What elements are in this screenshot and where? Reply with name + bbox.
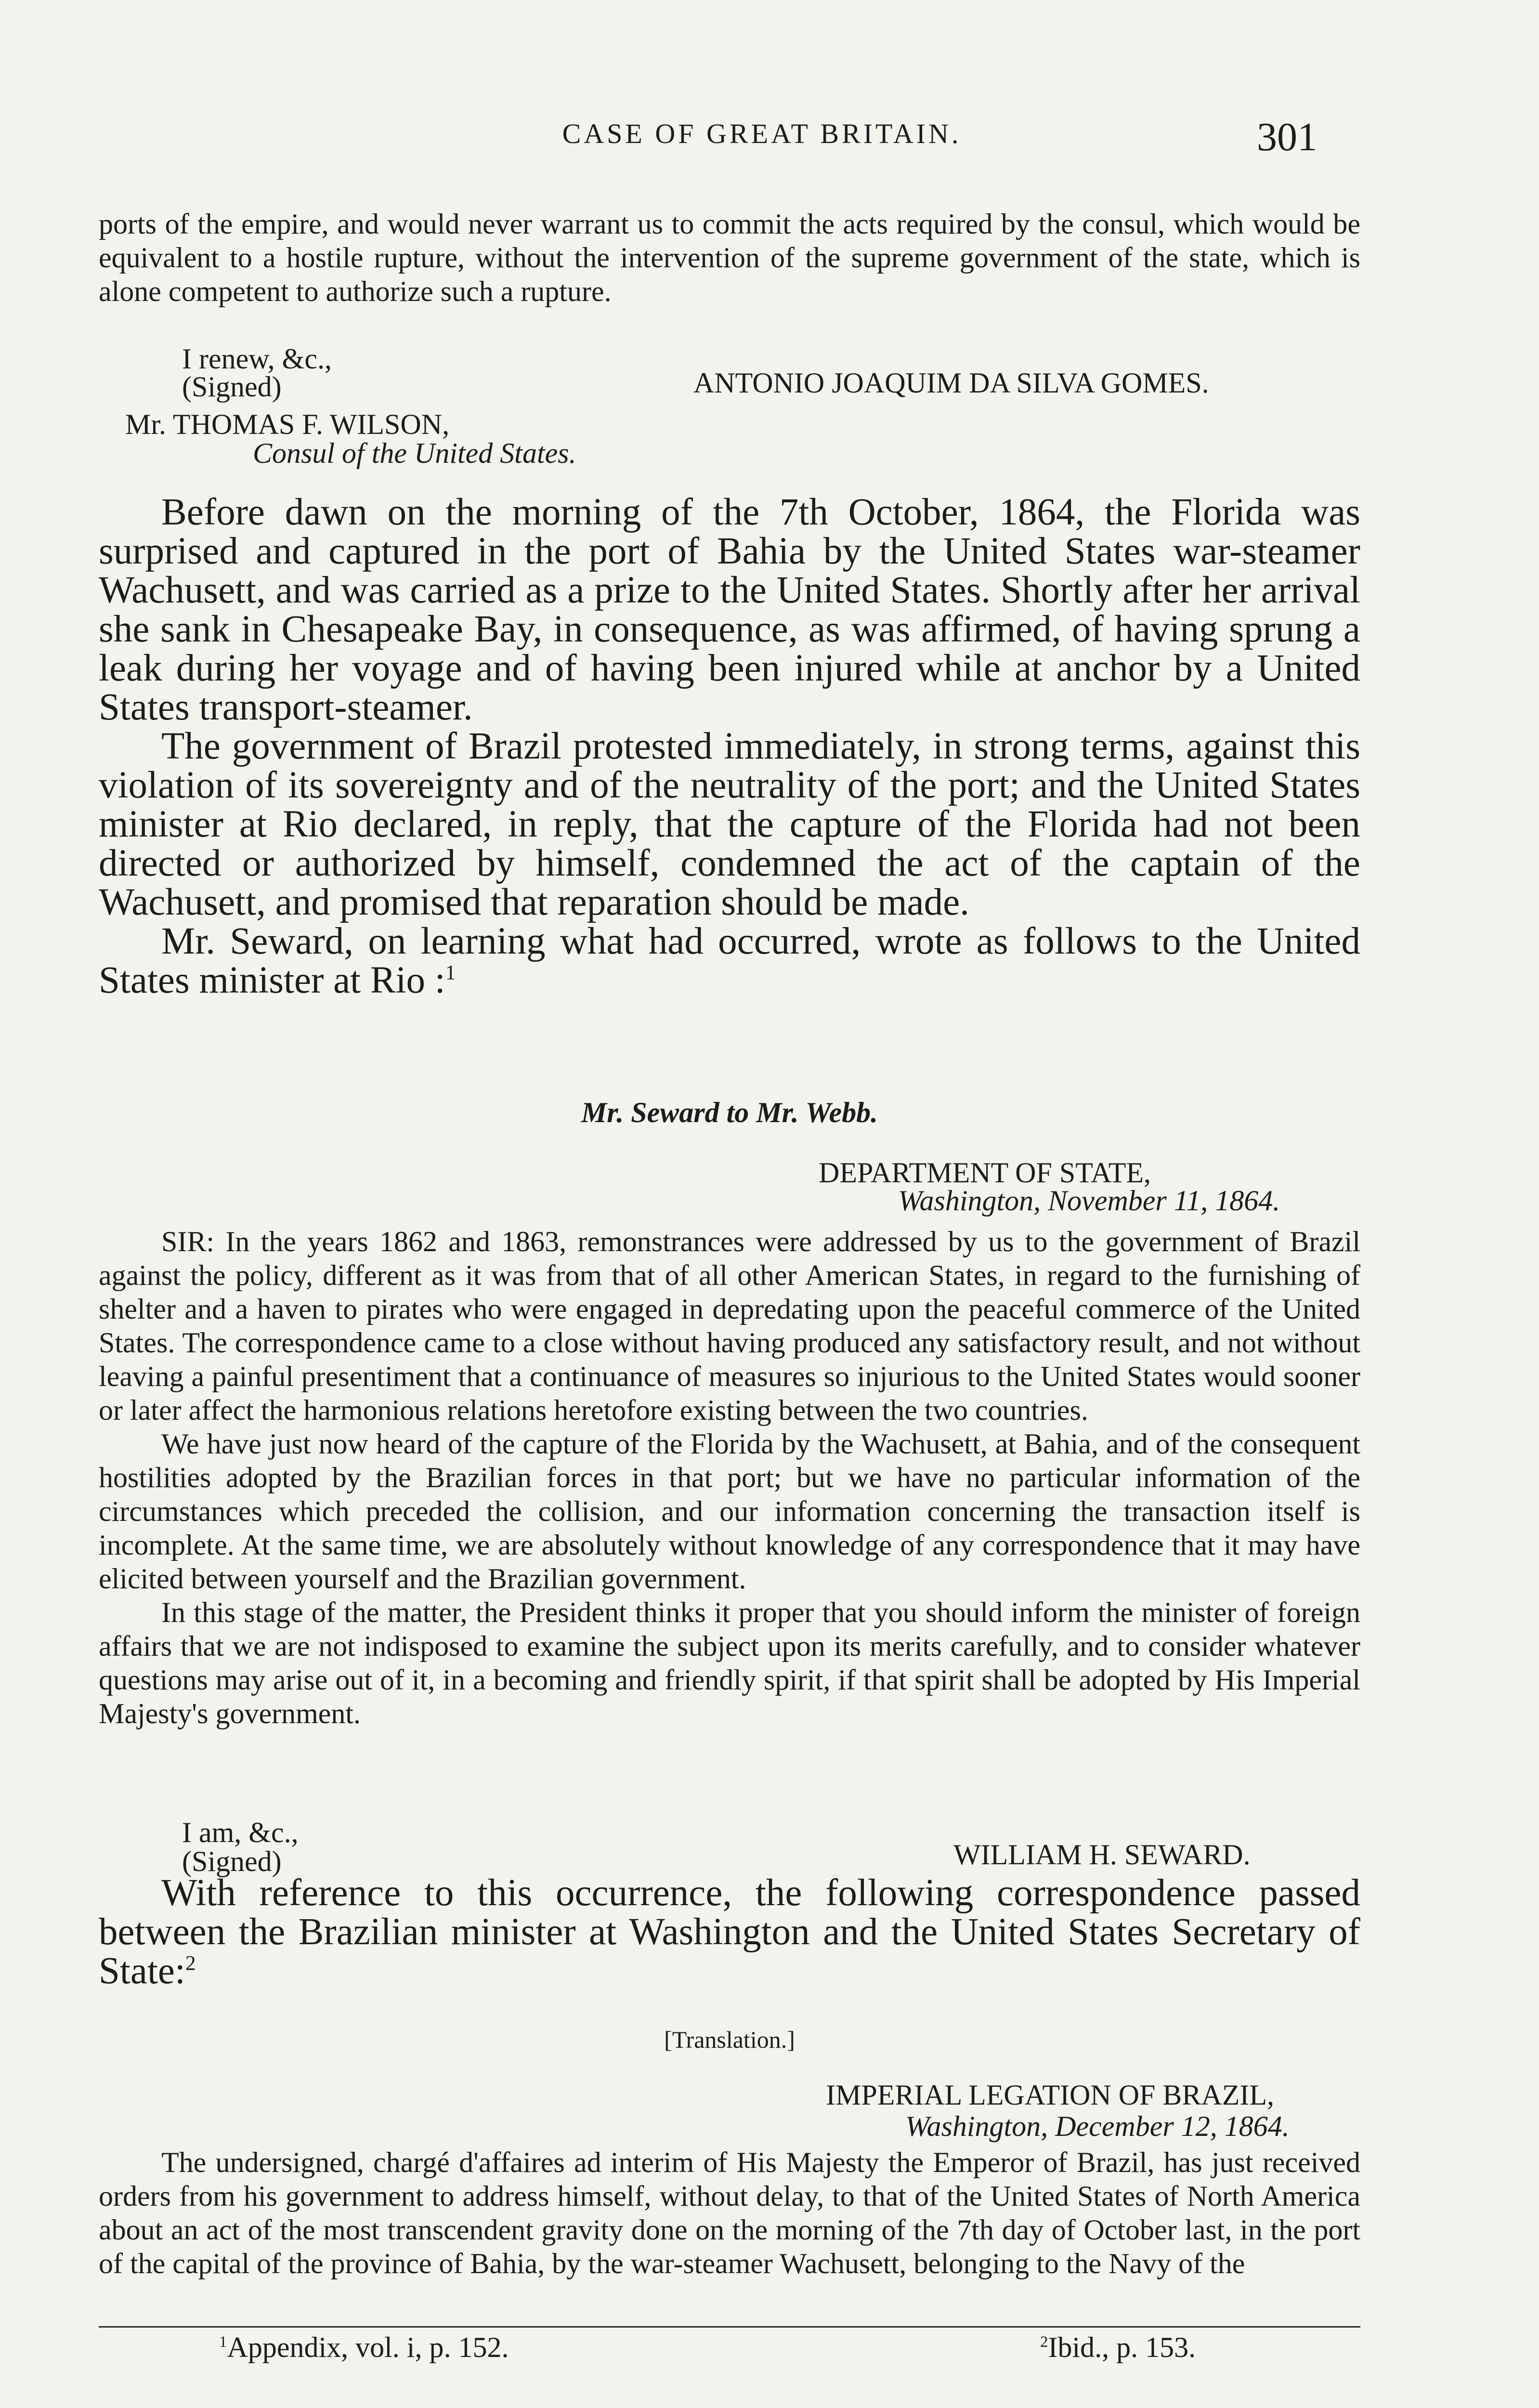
translation-label: [Translation.]	[664, 2026, 795, 2053]
signed-label: (Signed)	[182, 371, 282, 403]
letter-place-date: Washington, November 11, 1864.	[898, 1185, 1280, 1217]
footnote-text: Ibid., p. 153.	[1048, 2331, 1196, 2363]
letter-origin: IMPERIAL LEGATION OF BRAZIL,	[826, 2079, 1275, 2111]
letter-paragraph: We have just now heard of the capture of the Florida by the Wachusett, at Bahia, and of the consequent hostilities adopted by the Brazilian forces in that port; but we have no particular information of the circumstances which preceded the collision, and our information concerning the transaction itself is incomplete. At the same time, we are absolutely without knowledge of any correspondence that it may have elicited between yourself and the Brazilian government.	[99, 1428, 1360, 1595]
narrative-section-1	[99, 493, 1360, 1000]
letter-continuation	[99, 207, 1360, 308]
narrative-section-2	[99, 1873, 1360, 1990]
letter-origin: DEPARTMENT OF STATE,	[819, 1157, 1151, 1189]
letter-closing: I am, &c.,	[182, 1817, 299, 1848]
letter-place-date: Washington, December 12, 1864.	[905, 2110, 1290, 2142]
footnote-mark: 2	[1040, 2333, 1048, 2351]
addressee-title: Consul of the United States.	[253, 437, 576, 469]
narrative-paragraph-text: Mr. Seward, on learning what had occurred, wrote as follows to the United States minister at Rio :	[99, 920, 1360, 1001]
footnote-1	[219, 2331, 509, 2364]
letter-paragraph: In this stage of the matter, the President thinks it proper that you should inform the minister of foreign affairs that we are not indisposed to examine the subject upon its merits carefully, and to consider whatever questions may arise out of it, in a becoming and friendly spirit, if that spirit shall be adopted by His Imperial Majesty's government.	[99, 1597, 1360, 1729]
running-header: CASE OF GREAT BRITAIN.	[562, 118, 962, 149]
signatory: ANTONIO JOAQUIM DA SILVA GOMES.	[693, 367, 1209, 399]
signed-label: (Signed)	[182, 1845, 282, 1877]
page-number: 301	[1257, 115, 1317, 159]
narrative-paragraph	[99, 922, 1360, 1000]
narrative-paragraph	[99, 1873, 1360, 1990]
letter-paragraph	[99, 1225, 1360, 1427]
letter-paragraph-text: In the years 1862 and 1863, remonstrances were addressed by us to the government of Brazil against the policy, different as it was from that of all other American States, in regard to the furnishing of shelter and a haven to pirates who were engaged in depredating upon the peaceful commerce of the United States. The correspondence came to a close without having produced any satisfactory result, and not without leaving a painful presentiment that a continuance of measures so injurious to the United States would sooner or later affect the harmonious relations heretofore existing between the two countries.	[99, 1226, 1361, 1426]
narrative-paragraph: Before dawn on the morning of the 7th October, 1864, the Florida was surprised and captured in the port of Bahia by the United States war-steamer Wachusett, and was carried as a prize to the United States. Shortly after her arrival she sank in Chesapeake Bay, in consequence, as was affirmed, of having sprung a leak during her voyage and of having been injured while at anchor by a United States transport-steamer.	[99, 491, 1360, 728]
footnote-text: Appendix, vol. i, p. 152.	[227, 2331, 509, 2363]
footnote-ref: 1	[445, 961, 456, 984]
narrative-paragraph-text: With reference to this occurrence, the following correspondence passed between the Brazilian minister at Washington and the United States Secretary of State:	[99, 1872, 1360, 1992]
letter-closing: I renew, &c.,	[182, 343, 332, 375]
salutation: SIR:	[161, 1226, 215, 1257]
letter-body	[99, 1225, 1360, 1730]
footnote-2	[1040, 2331, 1196, 2364]
narrative-paragraph: The government of Brazil protested immediately, in strong terms, against this violation of its sovereignty and of the neutrality of the port; and the United States minister at Rio declared, in reply, that the capture of the Florida had not been directed or authorized by himself, condemned the act of the captain of the Wachusett, and promised that reparation should be made.	[99, 725, 1360, 923]
letter-continuation-text: ports of the empire, and would never warrant us to commit the acts required by the consul, which would be equivalent to a hostile rupture, without the intervention of the supreme government of the state, which is alone competent to authorize such a rupture.	[99, 208, 1360, 307]
addressee-name: Mr. THOMAS F. WILSON,	[125, 408, 450, 440]
signatory: WILLIAM H. SEWARD.	[953, 1839, 1251, 1871]
footnote-rule	[99, 2326, 1360, 2328]
footnote-ref: 2	[185, 1951, 196, 1975]
letter-heading: Mr. Seward to Mr. Webb.	[581, 1097, 878, 1128]
letter-paragraph: The undersigned, chargé d'affaires ad interim of His Majesty the Emperor of Brazil, has just received orders from his government to address himself, without delay, to that of the United States of North America about an act of the most transcendent gravity done on the morning of the 7th day of October last, in the port of the capital of the province of Bahia, by the war-steamer Wachusett, belonging to the Navy of the	[99, 2146, 1360, 2279]
letter-body	[99, 2146, 1360, 2280]
footnote-mark: 1	[219, 2333, 227, 2351]
